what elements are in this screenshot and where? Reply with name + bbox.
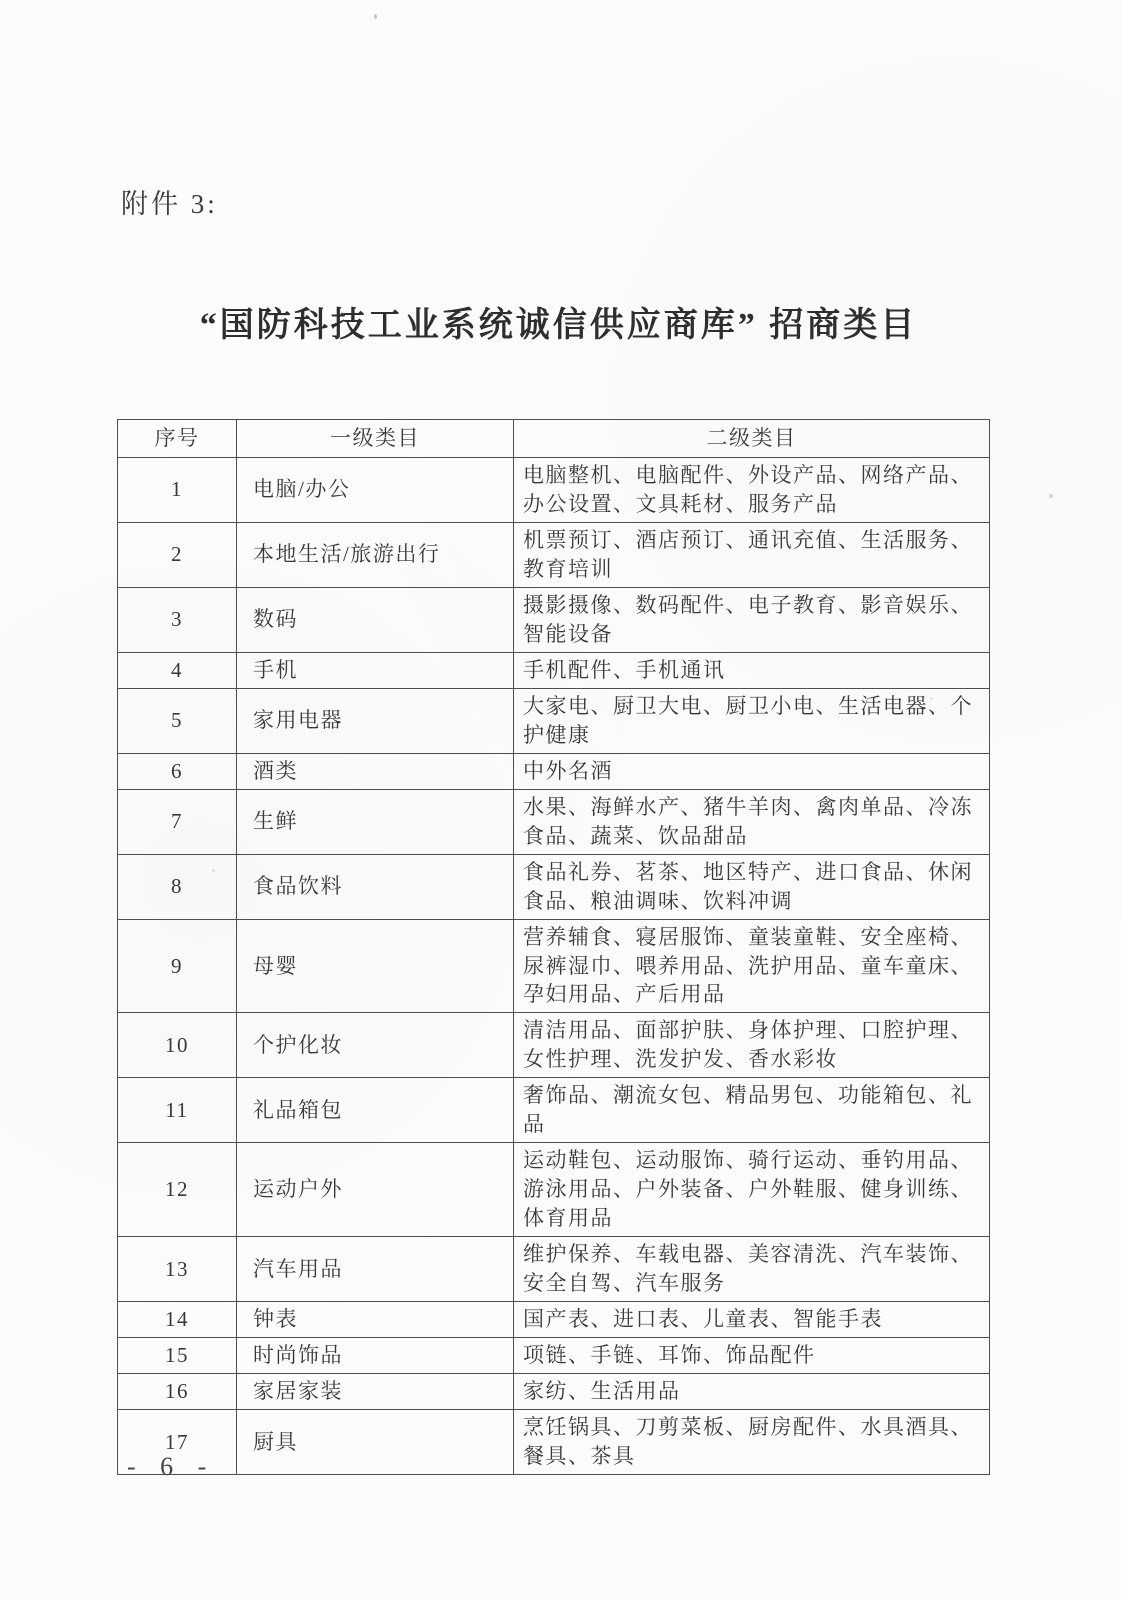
row-level1-category: 家用电器 xyxy=(237,688,514,753)
table-row xyxy=(118,753,990,789)
row-level1-category: 酒类 xyxy=(237,753,514,789)
table-row xyxy=(118,652,990,688)
row-level2-category: 机票预订、酒店预订、通讯充值、生活服务、教育培训 xyxy=(514,522,990,587)
row-level1-category: 汽车用品 xyxy=(237,1237,514,1302)
row-serial-number: 7 xyxy=(118,789,237,854)
row-serial-number: 5 xyxy=(118,688,237,753)
row-level2-category: 手机配件、手机通讯 xyxy=(514,652,990,688)
scan-artifact xyxy=(930,697,933,700)
row-level1-category: 家居家装 xyxy=(237,1374,514,1410)
row-level2-category: 大家电、厨卫大电、厨卫小电、生活电器、个护健康 xyxy=(514,688,990,753)
row-serial-number: 12 xyxy=(118,1143,237,1237)
page-number: - 6 - xyxy=(127,1452,216,1481)
attachment-label: 附件 3: xyxy=(121,189,218,219)
row-level1-category: 生鲜 xyxy=(237,789,514,854)
scan-artifact xyxy=(374,14,377,19)
row-level2-category: 食品礼券、茗茶、地区特产、进口食品、休闲食品、粮油调味、饮料冲调 xyxy=(514,854,990,919)
row-level2-category: 项链、手链、耳饰、饰品配件 xyxy=(514,1338,990,1374)
row-serial-number: 3 xyxy=(118,587,237,652)
row-level2-category: 电脑整机、电脑配件、外设产品、网络产品、办公设置、文具耗材、服务产品 xyxy=(514,457,990,522)
row-level1-category: 厨具 xyxy=(237,1410,514,1475)
table-row xyxy=(118,919,990,1013)
table-row xyxy=(118,1078,990,1143)
row-serial-number: 15 xyxy=(118,1338,237,1374)
header-level2-category: 二级类目 xyxy=(514,420,990,458)
row-level1-category: 钟表 xyxy=(237,1302,514,1338)
table-row xyxy=(118,587,990,652)
table-row xyxy=(118,522,990,587)
row-level1-category: 礼品箱包 xyxy=(237,1078,514,1143)
row-level1-category: 本地生活/旅游出行 xyxy=(237,522,514,587)
category-table xyxy=(117,419,990,1475)
scan-artifact xyxy=(212,869,215,872)
table-row xyxy=(118,1013,990,1078)
row-level2-category: 运动鞋包、运动服饰、骑行运动、垂钓用品、游泳用品、户外装备、户外鞋服、健身训练、体育用品 xyxy=(514,1143,990,1237)
row-serial-number: 1 xyxy=(118,457,237,522)
row-serial-number: 13 xyxy=(118,1237,237,1302)
table-header xyxy=(118,420,990,458)
row-serial-number: 11 xyxy=(118,1078,237,1143)
row-level2-category: 中外名酒 xyxy=(514,753,990,789)
row-level1-category: 个护化妆 xyxy=(237,1013,514,1078)
row-level1-category: 电脑/办公 xyxy=(237,457,514,522)
table-body xyxy=(118,457,990,1474)
row-level2-category: 清洁用品、面部护肤、身体护理、口腔护理、女性护理、洗发护发、香水彩妆 xyxy=(514,1013,990,1078)
row-level2-category: 奢饰品、潮流女包、精品男包、功能箱包、礼品 xyxy=(514,1078,990,1143)
row-serial-number: 8 xyxy=(118,854,237,919)
row-level1-category: 母婴 xyxy=(237,919,514,1013)
row-level2-category: 摄影摄像、数码配件、电子教育、影音娱乐、智能设备 xyxy=(514,587,990,652)
row-level2-category: 烹饪锅具、刀剪菜板、厨房配件、水具酒具、餐具、茶具 xyxy=(514,1410,990,1475)
row-serial-number: 17 xyxy=(118,1410,237,1475)
header-level1-category: 一级类目 xyxy=(237,420,514,458)
table-row xyxy=(118,1410,990,1475)
row-serial-number: 2 xyxy=(118,522,237,587)
row-serial-number: 14 xyxy=(118,1302,237,1338)
row-level1-category: 时尚饰品 xyxy=(237,1338,514,1374)
row-serial-number: 16 xyxy=(118,1374,237,1410)
row-level1-category: 食品饮料 xyxy=(237,854,514,919)
row-level2-category: 家纺、生活用品 xyxy=(514,1374,990,1410)
table-row xyxy=(118,854,990,919)
table-row xyxy=(118,789,990,854)
scan-artifact xyxy=(1049,494,1053,498)
table-row xyxy=(118,457,990,522)
row-level2-category: 营养辅食、寝居服饰、童装童鞋、安全座椅、尿裤湿巾、喂养用品、洗护用品、童车童床、孕妇用品、产后用品 xyxy=(514,919,990,1013)
row-level2-category: 水果、海鲜水产、猪牛羊肉、禽肉单品、冷冻食品、蔬菜、饮品甜品 xyxy=(514,789,990,854)
row-level1-category: 运动户外 xyxy=(237,1143,514,1237)
row-serial-number: 10 xyxy=(118,1013,237,1078)
row-serial-number: 9 xyxy=(118,919,237,1013)
row-level1-category: 数码 xyxy=(237,587,514,652)
table-row xyxy=(118,1338,990,1374)
category-table-wrapper xyxy=(117,419,989,1475)
header-serial-number: 序号 xyxy=(118,420,237,458)
table-row xyxy=(118,688,990,753)
row-serial-number: 4 xyxy=(118,652,237,688)
table-row xyxy=(118,1237,990,1302)
table-row xyxy=(118,1143,990,1237)
row-level2-category: 国产表、进口表、儿童表、智能手表 xyxy=(514,1302,990,1338)
page-title: “国防科技工业系统诚信供应商库” 招商类目 xyxy=(199,307,918,344)
table-row xyxy=(118,1302,990,1338)
row-level1-category: 手机 xyxy=(237,652,514,688)
table-header-row xyxy=(118,420,990,458)
row-level2-category: 维护保养、车载电器、美容清洗、汽车装饰、安全自驾、汽车服务 xyxy=(514,1237,990,1302)
table-row xyxy=(118,1374,990,1410)
row-serial-number: 6 xyxy=(118,753,237,789)
